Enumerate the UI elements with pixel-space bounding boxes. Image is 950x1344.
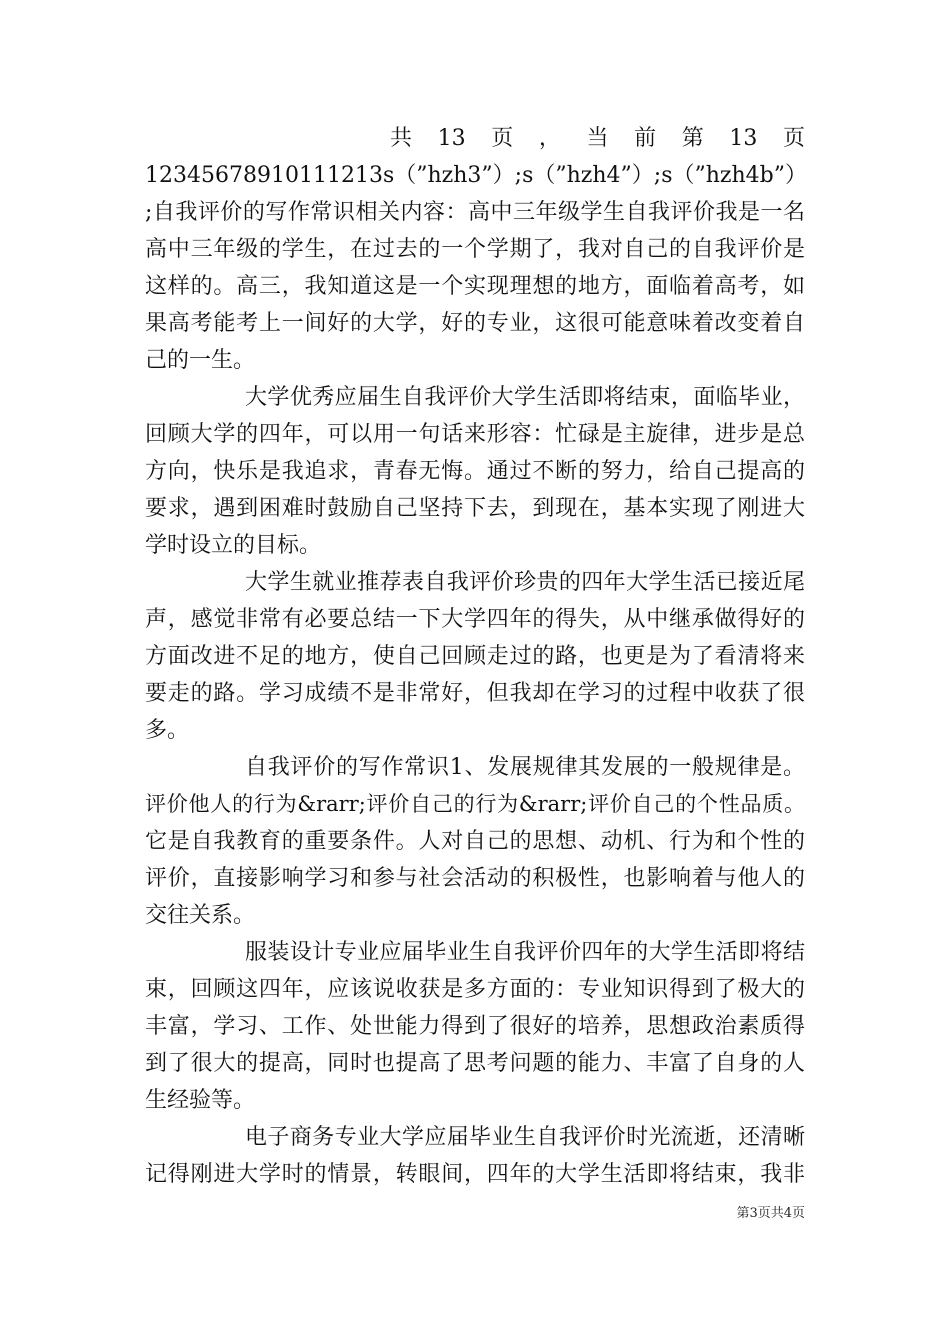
pagination-header [145,120,805,157]
page-footer: 第3页共4页 [736,1206,805,1221]
text-line: 记得刚进大学时的情景，转眼间，四年的大学生活即将结束，我非 [145,1162,805,1187]
text-line: 交往关系。 [145,903,256,928]
pagination-part: 页 [782,126,805,151]
text-line: 它是自我教育的重要条件。人对自己的思想、动机、行为和个性的 [145,829,805,854]
document-body [145,120,805,1193]
text-line: 回顾大学的四年，可以用一句话来形容：忙碌是主旋律，进步是总 [145,422,805,447]
text-line: 这样的。高三，我知道这是一个实现理想的地方，面临着高考，如 [145,274,805,299]
text-line: 己的一生。 [145,348,256,373]
text-line: 学时设立的目标。 [145,533,322,558]
text-line: 果高考能考上一间好的大学，好的专业，这很可能意味着改变着自 [145,311,805,336]
paragraph-first-line: 电子商务专业大学应届毕业生自我评价时光流逝，还清晰 [245,1125,805,1150]
text-line: 多。 [145,718,190,743]
pagination-part: 页 [491,126,514,151]
text-line: 12345678910111213s（”hzh3”）;s（”hzh4”）;s（”hzh4b”） [145,163,807,188]
pagination-part: 13 [437,126,466,151]
paragraph-first-line: 大学生就业推荐表自我评价珍贵的四年大学生活已接近尾 [245,570,805,595]
text-line: 束，回顾这四年，应该说收获是多方面的：专业知识得到了极大的 [145,977,805,1002]
pagination-part: 当 [586,126,609,151]
paragraph-first-line: 大学优秀应届生自我评价大学生活即将结束，面临毕业， [245,385,805,410]
text-line: 评价，直接影响学习和参与社会活动的积极性，也影响着与他人的 [145,866,805,891]
text-line: 要求，遇到困难时鼓励自己坚持下去，到现在，基本实现了刚进大 [145,496,805,521]
text-line: 要走的路。学习成绩不是非常好，但我却在学习的过程中收获了很 [145,681,805,706]
pagination-part: ， [538,126,561,151]
text-line: 生经验等。 [145,1088,256,1113]
pagination-part: 共 [390,126,413,151]
pagination-part: 前 [634,126,657,151]
text-line: 声，感觉非常有必要总结一下大学四年的得失，从中继承做得好的 [145,607,805,632]
text-line: 到了很大的提高，同时也提高了思考问题的能力、丰富了自身的人 [145,1051,805,1076]
text-line: 高中三年级的学生，在过去的一个学期了，我对自己的自我评价是 [145,237,805,262]
paragraph-first-line: 服装设计专业应届毕业生自我评价四年的大学生活即将结 [245,940,805,965]
pagination-part: 第 [681,126,704,151]
text-line: ;自我评价的写作常识相关内容：高中三年级学生自我评价我是一名 [145,200,805,225]
text-line: 方向，快乐是我追求，青春无悔。通过不断的努力，给自己提高的 [145,459,805,484]
pagination-part: 13 [729,126,758,151]
text-line: 丰富，学习、工作、处世能力得到了很好的培养，思想政治素质得 [145,1014,805,1039]
text-line: 评价他人的行为&rarr;评价自己的行为&rarr;评价自己的个性品质。 [145,792,805,816]
paragraph-first-line: 自我评价的写作常识1、发展规律其发展的一般规律是。 [245,755,805,780]
text-line: 方面改进不足的地方，使自己回顾走过的路，也更是为了看清将来 [145,644,805,669]
